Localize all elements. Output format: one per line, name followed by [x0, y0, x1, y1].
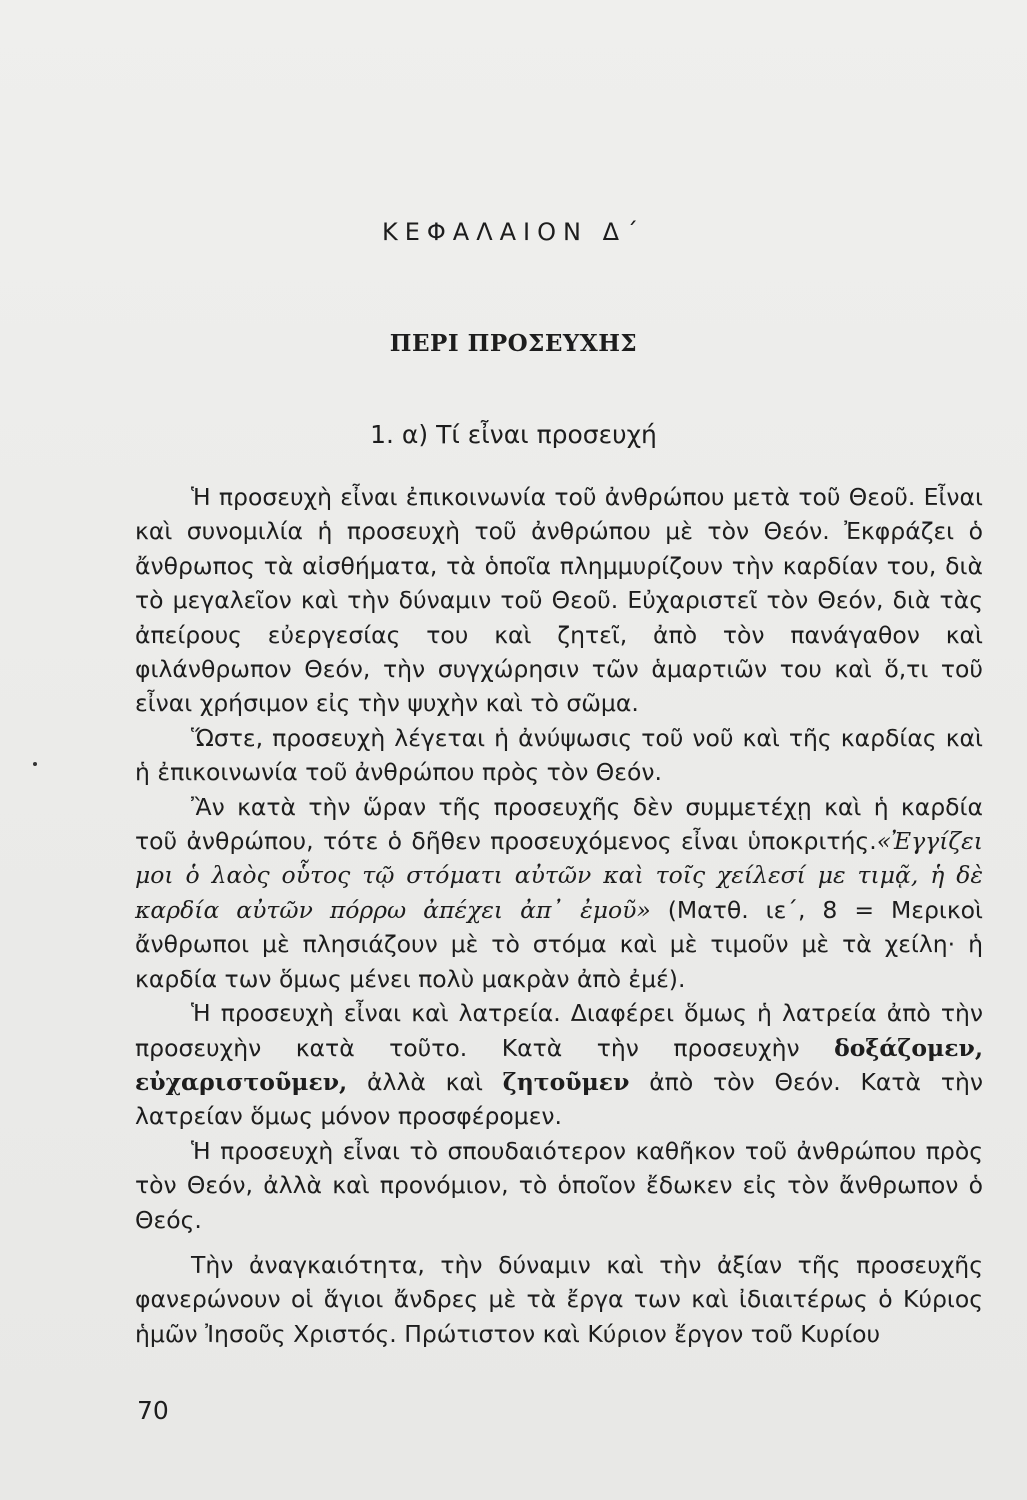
scripture-quote: «Ἐγγίζει μοι ὁ λαὸς οὗτος τῷ στόματι αὐτῶν καὶ τοῖς χείλεσί με τιμᾷ, ἡ δὲ καρδία αὐτῶν πόρρω ἀπέχει ἀπ᾽ ἐμοῦ»	[135, 827, 983, 924]
margin-speck	[33, 762, 37, 766]
subheading: 1. α) Τί εἶναι προσευχή	[370, 420, 657, 449]
paragraph-1: Ἡ προσευχὴ εἶναι ἐπικοινωνία τοῦ ἀνθρώπου μετὰ τοῦ Θεοῦ. Εἶναι καὶ συνομιλία ἡ προσευχὴ τοῦ ἀνθρώπου μὲ τὸν Θεόν. Ἐκφράζει ὁ ἄνθρωπος τὰ αἰσθήματα, τὰ ὁποῖα πλημμυρίζουν τὴν καρδίαν του, διὰ τὸ μεγαλεῖον καὶ τὴν δύναμιν τοῦ Θεοῦ. Εὐχαριστεῖ τὸν Θεόν, διὰ τὰς ἀπείρους εὐεργεσίας του καὶ ζητεῖ, ἀπὸ τὸν πανάγαθον καὶ φιλάνθρωπον Θεόν, τὴν συγχώρησιν τῶν ἁμαρτιῶν του καὶ ὅ,τι τοῦ εἶναι χρήσιμον εἰς τὴν ψυχὴν καὶ τὸ σῶμα.	[135, 483, 983, 718]
paragraph-4-end: ἀπὸ τὸν Θεόν. Κατὰ τὴν λατρείαν ὅμως μόνον προσφέρομεν.	[135, 1067, 984, 1131]
paragraph-5: Ἡ προσευχὴ εἶναι τὸ σπουδαιότερον καθῆκον τοῦ ἀνθρώπου πρὸς τὸν Θεόν, ἀλλὰ καὶ προνόμιον, τὸ ὁποῖον ἔδωκεν εἰς τὸν ἄνθρωπον ὁ Θεός.	[135, 1136, 983, 1234]
paragraph-2: Ὥστε, προσευχὴ λέγεται ἡ ἀνύψωσις τοῦ νοῦ καὶ τῆς καρδίας καὶ ἡ ἐπικοινωνία τοῦ ἀνθρώπου πρὸς τὸν Θεόν.	[135, 723, 983, 787]
paragraph-3-reference: (Ματθ. ιε΄, 8 = Μερικοὶ ἄνθρωποι μὲ πλησιάζουν μὲ τὸ στόμα καὶ μὲ τιμοῦν μὲ τὰ χείλη· ἡ καρδία των ὅμως μένει πολὺ μακρὰν ἀπὸ ἐμέ).	[135, 895, 983, 993]
section-title: ΠΕΡΙ ΠΡΟΣΕΥΧΗΣ	[389, 330, 638, 357]
paragraph-3-text: Ἂν κατὰ τὴν ὥραν τῆς προσευχῆς δὲν συμμετέχῃ καὶ ἡ καρδία τοῦ ἀνθρώπου, τότε ὁ δῆθεν προσευχόμενος εἶναι ὑποκριτής.	[135, 792, 983, 856]
page-number: 70	[137, 1396, 169, 1425]
paragraph-4-text: Ἡ προσευχὴ εἶναι καὶ λατρεία. Διαφέρει ὅμως ἡ λατρεία ἀπὸ τὴν προσευχὴν κατὰ τοῦτο. Κατὰ τὴν προσευχὴν	[135, 999, 983, 1062]
paragraph-6: Τὴν ἀναγκαιότητα, τὴν δύναμιν καὶ τὴν ἀξίαν τῆς προσευχῆς φανερώνουν οἱ ἅγιοι ἄνδρες μὲ τὰ ἔργα των καὶ ἰδιαιτέρως ὁ Κύριος ἡμῶν Ἰησοῦς Χριστός. Πρώτιστον καὶ Κύριον ἔργον τοῦ Κυρίου	[135, 1250, 983, 1348]
paragraph-4-middle: ἀλλὰ καὶ	[347, 1067, 503, 1096]
paragraph-3	[135, 790, 983, 996]
body-text	[135, 480, 983, 1351]
bold-phrase-1: δοξάζομεν, εὐχαριστοῦμεν,	[135, 1033, 983, 1096]
chapter-heading: ΚΕΦΑΛΑΙΟΝ Δ΄	[381, 218, 645, 246]
bold-phrase-2: ζητοῦμεν	[502, 1067, 630, 1096]
paragraph-4	[135, 996, 983, 1134]
